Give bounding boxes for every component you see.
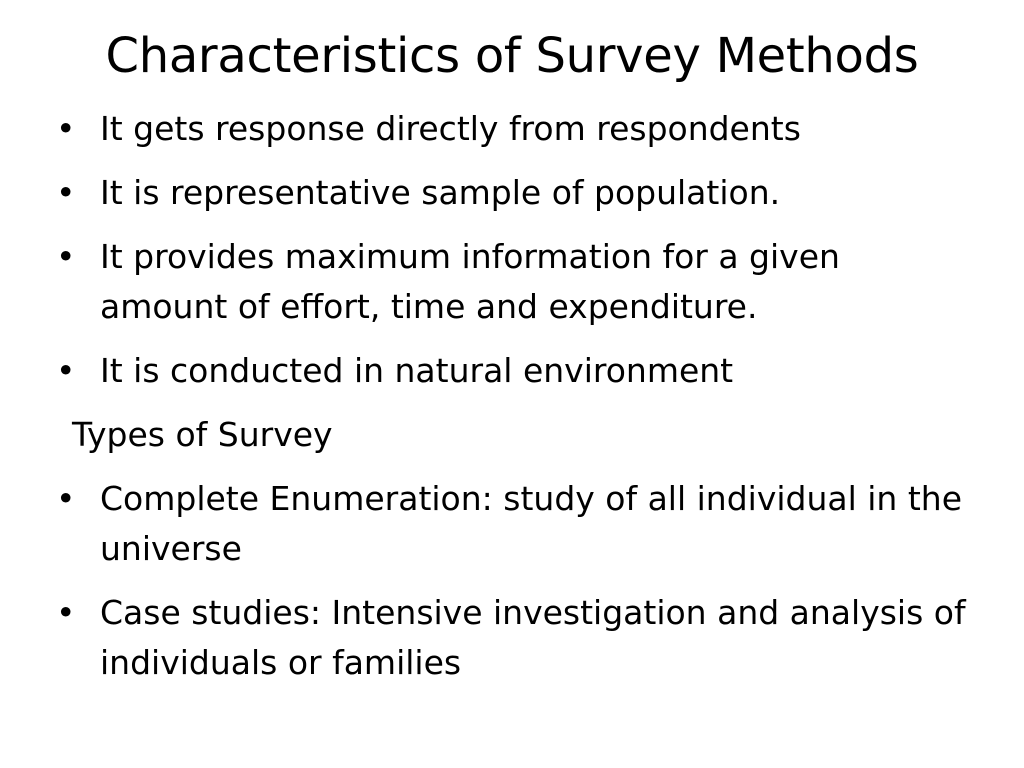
bullet-text: Case studies: Intensive investigation and analysis of individuals or families xyxy=(100,593,966,682)
bullet-icon: • xyxy=(56,109,76,148)
bullet-icon: • xyxy=(56,479,76,518)
bullet-text: It is representative sample of population. xyxy=(100,173,781,212)
slide-title: Characteristics of Survey Methods xyxy=(105,28,919,84)
bullet-item xyxy=(56,232,976,332)
bullet-icon: • xyxy=(56,173,76,212)
bullet-text: Complete Enumeration: study of all individual in the universe xyxy=(100,479,962,568)
bullet-item xyxy=(56,346,976,396)
slide-body xyxy=(56,104,976,702)
bullet-text: It gets response directly from respondents xyxy=(100,109,801,148)
bullet-text: It is conducted in natural environment xyxy=(100,351,734,390)
bullet-item xyxy=(56,168,976,218)
bullet-icon: • xyxy=(56,237,76,276)
section-heading-text: Types of Survey xyxy=(72,415,333,454)
bullet-icon: • xyxy=(56,351,76,390)
bullet-item xyxy=(56,474,976,574)
bullet-icon: • xyxy=(56,593,76,632)
bullet-item xyxy=(56,588,976,688)
bullet-text: It provides maximum information for a given amount of effort, time and expenditure. xyxy=(100,237,840,326)
bullet-item xyxy=(56,104,976,154)
section-heading xyxy=(56,410,976,460)
